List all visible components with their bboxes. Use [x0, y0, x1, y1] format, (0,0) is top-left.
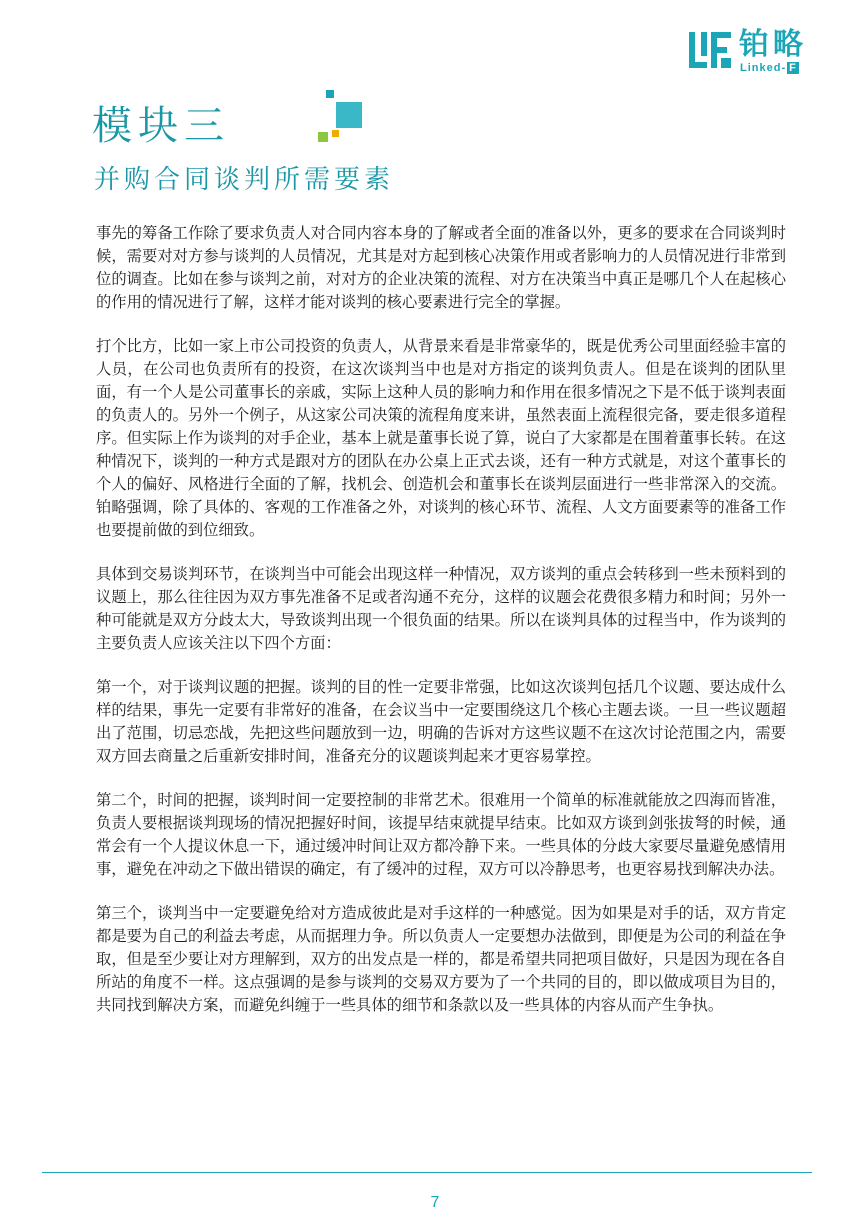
- paragraph: 第一个，对于谈判议题的把握。谈判的目的性一定要非常强，比如这次谈判包括几个议题、要达成什么样的结果，事先一定要有非常好的准备，在会议当中一定要围绕这几个核心主题去谈。一旦一些议题超出了范围，切忌恋战，先把这些问题放到一边，明确的告诉对方这些议题不在这次讨论范围之内，需要双方回去商量之后重新安排时间，准备充分的议题谈判起来才更容易掌控。: [96, 678, 786, 765]
- paragraph: 事先的筹备工作除了要求负责人对合同内容本身的了解或者全面的准备以外，更多的要求在合同谈判时候，需要对对方参与谈判的人员情况，尤其是对方起到核心决策作用或者影响力的人员情况进行非常到位的调查。比如在参与谈判之前，对对方的企业决策的流程、对方在决策当中真正是哪几个人在起核心的作用的情况进行了解，这样才能对谈判的核心要素进行完全的掌握。: [96, 224, 786, 311]
- paragraph: 打个比方，比如一家上市公司投资的负责人，从背景来看是非常豪华的，既是优秀公司里面经验丰富的人员，在公司也负责所有的投资，在这次谈判当中也是对方指定的谈判负责人。但是在谈判的团队里面，有一个人是公司董事长的亲戚，实际上这种人员的影响力和作用在很多情况之下是不低于谈判表面的负责人的。另外一个例子，从这家公司决策的流程角度来讲，虽然表面上流程很完备，要走很多道程序。但实际上作为谈判的对手企业，基本上就是董事长说了算，说白了大家都是在围着董事长转。在这种情况下，谈判的一种方式是跟对方的团队在办公桌上正式去谈，还有一种方式就是，对这个董事长的个人的偏好、风格进行全面的了解，找机会、创造机会和董事长在谈判层面进行一些非常深入的交流。铂略强调，除了具体的、客观的工作准备之外，对谈判的核心环节、流程、人文方面要素等的准备工作也要提前做的到位细致。: [96, 337, 786, 539]
- module-subtitle: 并购合同谈判所需要素: [94, 165, 395, 195]
- paragraph: 第二个，时间的把握，谈判时间一定要控制的非常艺术。很难用一个简单的标准就能放之四海而皆准，负责人要根据谈判现场的情况把握好时间，该提早结束就提早结束。比如双方谈到剑张拔弩的时候，通常会有一个人提议休息一下，通过缓冲时间让双方都冷静下来。一些具体的分歧大家要尽量避免感情用事，避免在冲动之下做出错误的确定，有了缓冲的过程，双方可以冷静思考，也更容易找到解决办法。: [96, 791, 786, 878]
- decor-square-large-teal: [336, 102, 362, 128]
- paragraph: 具体到交易谈判环节，在谈判当中可能会出现这样一种情况，双方谈判的重点会转移到一些未预料到的议题上，那么往往因为双方事先准备不足或者沟通不充分，这样的议题会花费很多精力和时间；另外一种可能就是双方分歧太大，导致谈判出现一个很负面的结果。所以在谈判具体的过程当中，作为谈判的主要负责人应该关注以下四个方面：: [96, 565, 786, 652]
- module-title: 模块三: [92, 103, 230, 149]
- decor-square-green: [318, 132, 328, 142]
- logo-text-en-suffix: F: [789, 62, 797, 74]
- linked-f-logo-icon: [689, 32, 733, 70]
- brand-logo: [689, 28, 819, 74]
- decor-square-small-teal: [326, 90, 334, 98]
- footer-divider: [42, 1172, 812, 1173]
- page-number: 7: [430, 1194, 440, 1211]
- document-body: [96, 222, 786, 1038]
- logo-text-cn: 铂略: [739, 27, 807, 62]
- logo-text-en: Linked- F: [740, 62, 797, 74]
- decorative-squares: [318, 90, 368, 146]
- paragraph: 第三个，谈判当中一定要避免给对方造成彼此是对手这样的一种感觉。因为如果是对手的话，双方肯定都是要为自己的利益去考虑，从而据理力争。所以负责人一定要想办法做到，即便是为公司的利益在争取，但是至少要让对方理解到，双方的出发点是一样的，都是希望共同把项目做好，只是因为现在各自所站的角度不一样。这点强调的是参与谈判的交易双方要为了一个共同的目的，即以做成项目为目的，共同找到解决方案，而避免纠缠于一些具体的细节和条款以及一些具体的内容从而产生争执。: [96, 904, 786, 1014]
- decor-square-orange: [332, 130, 339, 137]
